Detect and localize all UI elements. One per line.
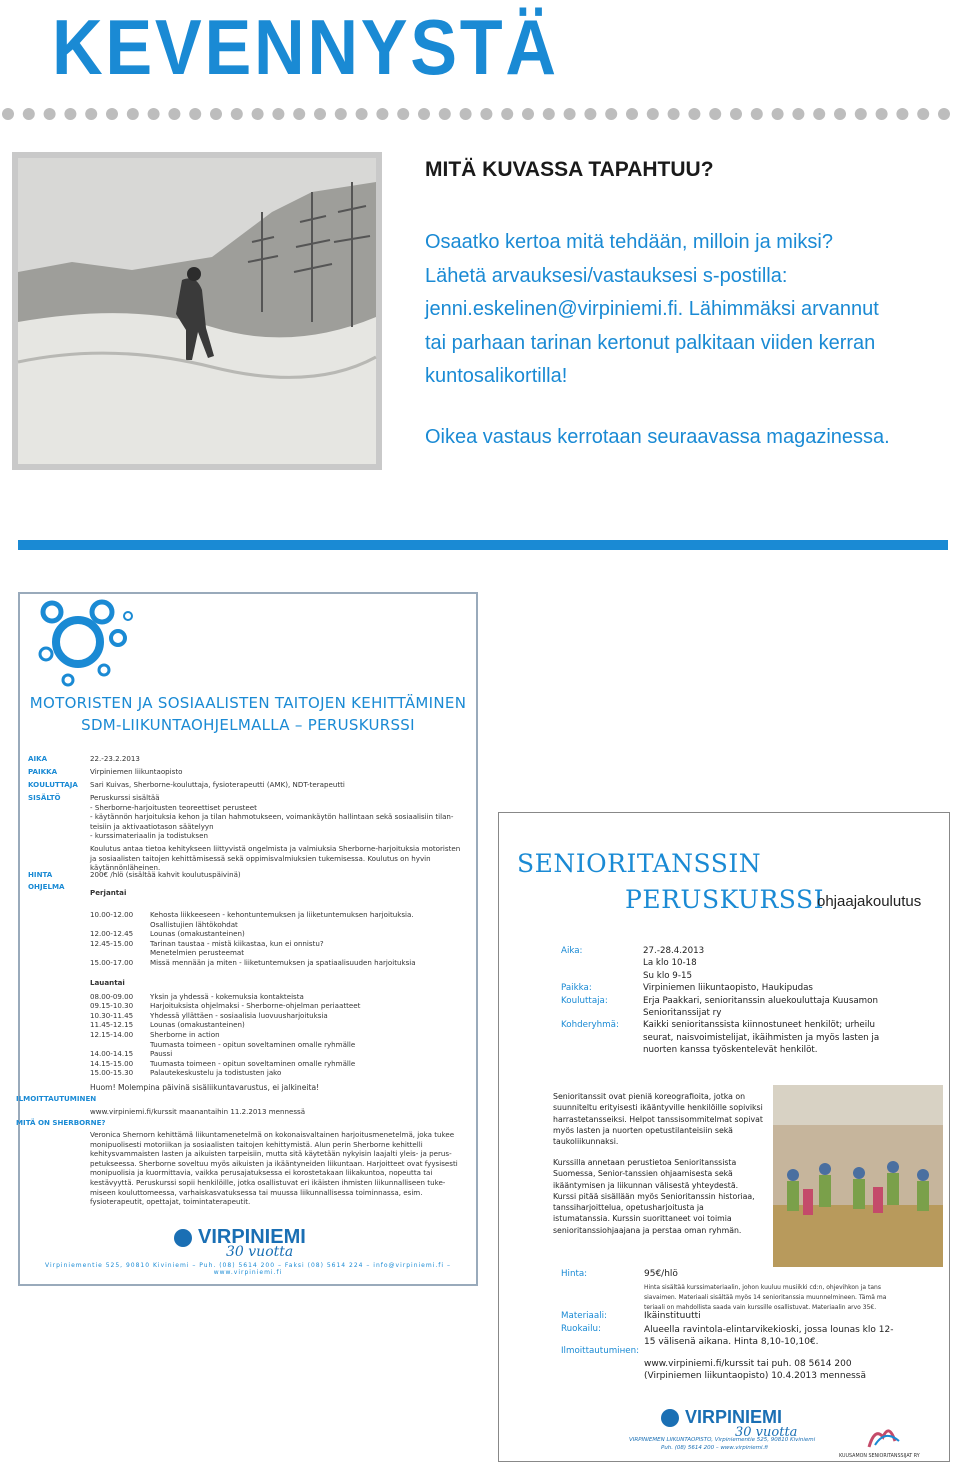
separator-dot [709,108,721,120]
label-sisalto: SISÄLTÖ [28,793,61,802]
label-paikka: PAIKKA [28,767,58,776]
poster-title-line: SENIORITANSSIN [517,849,762,878]
logo-script: 30 vuotta [735,1425,798,1440]
schedule-desc: Harjoituksista ohjelmaksi - Sherborne-ohjelman periaatteet [150,1001,361,1011]
info-value: seurat, naisvoimistelijat, ikäihmisten ja myös lasten ja [643,1032,880,1043]
separator-dot [85,108,97,120]
label-ruokailu: Ruokailu: [561,1324,601,1334]
schedule-row [90,1068,468,1078]
section-divider [18,540,948,550]
quiz-footer: Oikea vastaus kerrotaan seuraavassa magazinessa. [425,426,890,448]
schedule-time: 12.15-14.00 [90,1029,134,1039]
sdm-course-poster [18,592,478,1286]
label-kouluttaja: KOULUTTAJA [28,780,78,789]
separator-dot [376,108,388,120]
schedule-row [90,1011,468,1021]
separator-dot [855,108,867,120]
quiz-line: kuntosalikortilla! [425,365,568,387]
day-saturday: Lauantai [90,977,125,987]
schedule [90,888,468,1078]
info-label: Aika: [561,946,583,956]
sisalto-line: - kurssimateriaalin ja todistuksen [90,831,208,841]
separator-dot [64,108,76,120]
schedule-desc: Osallistujien lähtökohdat [150,919,238,929]
virpiniemi-logo-icon [661,1409,679,1427]
separator-dot [543,108,555,120]
label-hinta: HINTA [28,870,53,879]
separator-dot [772,108,784,120]
info-label: Kouluttaja: [561,995,608,1006]
logo-script: 30 vuotta [226,1244,294,1260]
value-kouluttaja: Sari Kuivas, Sherborne-kouluttaja, fysioterapeutti (AMK), NDT-terapeutti [90,780,345,789]
schedule-time: 15.00-15.30 [90,1068,134,1078]
separator-dot [418,108,430,120]
historical-photo [12,152,382,470]
separator-dot [210,108,222,120]
separator-dot [626,108,638,120]
separator-dot [605,108,617,120]
poster-footer: Virpiniementie 525, 90810 Kiviniemi – Puh. (08) 5614 200 – Faksi (08) 5614 224 – info@virpiniemi.fi – www.virpiniemi.fi [45,1262,451,1276]
separator-dot [44,108,56,120]
separator-dot [397,108,409,120]
value-materiaali: Ikäinstituutti [644,1311,701,1321]
label-ilmoittautuminen: ILMOITTAUTUMINEN [16,1094,97,1103]
label-materiaali: Materiaali: [561,1311,607,1321]
separator-dot [813,108,825,120]
separator-dot [106,108,118,120]
footer-line: Puh. (08) 5614 200 – www.virpiniemi.fi [661,1445,768,1451]
separator-dot [647,108,659,120]
schedule-row [90,1040,468,1050]
poster-title-line: MOTORISTEN JA SOSIAALISTEN TAITOJEN KEHITTÄMINEN [29,694,467,712]
info-value: Kaikki senioritanssista kiinnostuneet henkilöt; urheilu [643,1020,876,1031]
value-ruokailu: Alueella ravintola-elintarvikekioski, jossa lounas klo 12-15 välisenä aikana. Hinta 8,10-10,10€. [644,1325,894,1347]
separator-dot [460,108,472,120]
schedule-time: 14.15-15.00 [90,1058,134,1068]
quiz-line: jenni.eskelinen@virpiniemi.fi. Lähimmäksi arvannut [425,298,879,320]
value-ilmoittautuminen: www.virpiniemi.fi/kurssit maanantaihin 11.2.2013 mennessä [90,1107,306,1116]
intro-paragraph: Senioritanssit ovat pieniä koreografioita, jotka on suunniteltu erityisesti ikääntyville henkilöille sopiviksi harrastetansseiksi. Helpot tanssisommitelmat sopivat myös lasten ja nuorten opetustilanteisiin sekä taukoliikunnaksi. [553,1092,763,1147]
info-value: Senioritanssijat ry [643,1008,722,1018]
quiz-line: Osaatko kertoa mitä tehdään, milloin ja miksi? [425,231,833,253]
label-hinta: Hinta: [561,1269,588,1279]
schedule-row [90,1030,468,1040]
separator-dot [356,108,368,120]
schedule-desc: Paussi [150,1049,173,1059]
sisalto-line: Peruskurssi sisältää [90,793,160,802]
schedule-row [90,1001,468,1011]
info-value: Erja Paakkari, senioritanssin aluekouluttaja Kuusamon [643,995,878,1006]
poster-title-line: SDM-LIIKUNTAOHJELMALLA – PERUSKURSSI [81,716,415,734]
separator-dot [439,108,451,120]
schedule-time: 12.45-15.00 [90,938,134,948]
separator-dot [688,108,700,120]
logo-text: VIRPINIEMI [198,1226,306,1248]
huom-note: Huom! Molempina päivinä sisäliikuntavarustus, ei jalkineita! [90,1083,320,1092]
schedule-desc: Tarinan taustaa - mistä kiikastaa, kun ei onnistu? [150,938,324,948]
separator-dot [938,108,950,120]
sisalto-paragraph: Koulutus antaa tietoa kehitykseen liittyvistä ongelmista ja valmiuksia Sherborne-harjoituksia motoristen ja sosiaalisten taitojen kehittämisessä sekä oppimisvalmiuksien tukemisessa. Koulutus on hyvin käytännönläheinen. [90,843,461,873]
separator-dot [168,108,180,120]
quiz-body [425,226,945,394]
info-value: 27.-28.4.2013 [643,946,705,956]
hinta-note: Hinta sisältää kurssimateriaalin, johon kuuluu musiikki cd:n, ohjevihkon ja tans siavaimen. Materiaali sisältää myös 14 senioritanssia muunnelmineen. Tämä ma teriaali on mahdollista saada vain kurssille osallistuvat. Materiaalin arvo 35€. [644,1284,887,1311]
poster-title [20,692,476,736]
schedule-row [90,929,468,939]
info-value: nuorten kanssa työskentelevät henkilöt. [643,1045,818,1056]
schedule-desc: Palautekeskustelu ja todistusten jako [150,1068,282,1078]
value-hinta: 200€ /hlö (sisältää kahvit koulutuspäivinä) [90,870,241,879]
circles-logo-icon [32,598,142,692]
schedule-desc: Yksin ja yhdessä - kokemuksia kontakteista [150,991,304,1001]
schedule-row [90,1020,468,1030]
schedule-desc: Lounas (omakustanteinen) [150,929,245,939]
separator-dot [834,108,846,120]
separator-dot [148,108,160,120]
sherborne-text: Veronica Shernorn kehittämä liikuntamenetelmä on kokonaisvaltainen harjoitusmenetelmä, joka tukee monipuolisesti motoriikan ja sosiaalisten taitojen kehittymistä. Alun perin Sherborne kehittelli kehitysvammaisten lasten ja aikuisten tarpeisiin, mutta sitä käytetään nykyisin laajalti yleis- ja perus-petukseessa. Sherborne soveltuu myös aikuisten ja ikääntyneiden liikuntaan. Harjoitteet ovat fyysisesti monipuolisia ja kuormittavia, vaikka perusajatuksessa ei korostetakaan liikakuntoa, nopeutta tai kestävyyttä. Peruskurssi sopii henkilöille, jotka osallistuvat eri ikäisten ihmisten liikunnalliseen tuke-miseen kouluttomeessa, varhaiskasvatuksessa tai muussa liikunnallisessa toiminnassa, esim. fysioterapeutit, opettajat, toimintaterapeutit. [90,1130,458,1207]
info-value: Virpiniemen liikuntaopisto, Haukipudas [643,983,813,994]
separator-dot [584,108,596,120]
quiz-heading: MITÄ KUVASSA TAPAHTUU? [425,158,714,181]
schedule-row [90,992,468,1002]
footer-line: VIRPINIEMEN LIIKUNTAOPISTO, Virpiniementie 525, 90810 Kiviniemi [629,1437,816,1443]
separator-dot [730,108,742,120]
schedule-time: 10.30-11.45 [90,1010,134,1020]
schedule-desc: Tuumasta toimeen - opitun soveltaminen omalle ryhmälle [150,1039,356,1049]
separator-dot [564,108,576,120]
schedule-desc: Kehosta liikkeeseen - kehontuntemuksen ja liiketuntemuksen harjoituksia. [150,910,414,919]
separator-dot [751,108,763,120]
schedule-time: 09.15-10.30 [90,1001,134,1011]
schedule-time: 11.45-12.15 [90,1020,134,1030]
schedule-desc: Missä mennään ja miten - liiketuntemuksen ja spatiaalisuuden harjoituksia [150,957,416,967]
info-label: Paikka: [561,983,592,994]
dancers-photo [773,1085,943,1267]
separator-dot [896,108,908,120]
separator-dot [501,108,513,120]
value-sisalto [90,793,468,873]
info-value: Su klo 9-15 [643,970,693,981]
separator-dot [480,108,492,120]
schedule-row [90,910,468,920]
separator-dot [335,108,347,120]
senior-dance-poster [498,812,950,1462]
separator-dot [23,108,35,120]
schedule-saturday [90,992,468,1078]
schedule-desc: Tuumasta toimeen - opitun soveltaminen omalle ryhmälle [150,1058,356,1068]
label-sherborne: MITÄ ON SHERBORNE? [16,1118,106,1127]
label-ilmoittautuminen: Ilmoittautumінen: [561,1346,640,1356]
schedule-desc: Yhdessä yllättäen - sosiaalisia luovuusharjoituksia [150,1010,328,1020]
snowy-hill-image [12,152,382,470]
sisalto-line: teisiin ja aktivaatiotason säätelyyn [90,821,214,831]
separator-dot [231,108,243,120]
page-title: KEVENNYSTÄ [52,3,559,91]
schedule-time: 12.00-12.45 [90,929,134,939]
separator-dot [668,108,680,120]
schedule-time: 15.00-17.00 [90,957,134,967]
value-aika: 22.-23.2.2013 [90,754,140,763]
badge-text: KUUSAMON SENIORITANSSIJAT RY [839,1454,920,1459]
info-value: La klo 10-18 [643,958,697,969]
separator-dot [272,108,284,120]
dancers-badge-icon [855,1421,913,1453]
separator-dot [293,108,305,120]
separator-dot [876,108,888,120]
value-hinta: 95€/hlö [644,1269,678,1279]
dotted-separator [0,104,960,124]
quiz-line: Lähetä arvauksesi/vastauksesi s-postilla: [425,264,788,287]
separator-dot [522,108,534,120]
logo-text: VIRPINIEMI [685,1407,783,1427]
separator-dot [917,108,929,120]
value-ilmoittautuminen: www.virpiniemi.fi/kurssit tai puh. 08 5614 200 (Virpiniemen liikuntaopisto) 10.4.2013 mennessä [644,1359,867,1381]
schedule-row [90,1059,468,1069]
schedule-row [90,958,468,968]
separator-dot [2,108,14,120]
course-paragraph: Kurssilla annetaan perustietoa Senioritanssista Suomessa, Senior-tanssien ohjaamisesta sekä ikääntymisen ja liikunnan välisestä yhteydestä. Kurssi pitää sisällään myös Senioritanssin historiaa, tanssiharjoitteluа, opetusharjoitusta ja istumatanssia. Kurssin suorittaneet voi toimia senioritanssiohjaajana ja perstaa oman ryhmän. [553,1158,755,1235]
sisalto-line: - käytännön harjoituksia kehon ja tilan hahmotukseen, voimankäytön hallintaan sekä sosiaalisiin tilan- [90,812,454,822]
schedule-desc: Lounas (omakustanteinen) [150,1020,245,1030]
schedule-desc: Sherborne in action [150,1029,220,1039]
label-ohjelma: OHJELMA [28,882,65,891]
separator-dot [127,108,139,120]
separator-dot [252,108,264,120]
virpiniemi-logo-icon [174,1229,192,1247]
schedule-time: 08.00-09.00 [90,991,134,1001]
schedule-row [90,920,468,930]
schedule-desc: Menetelmien perusteemat [150,948,244,958]
value-paikka: Virpiniemen liikuntaopisto [90,767,183,776]
schedule-time: 10.00-12.00 [90,910,134,919]
schedule-row [90,948,468,958]
sisalto-line: - Sherborne-harjoitusten teoreettiset perusteet [90,802,257,812]
schedule-row [90,1049,468,1059]
label-aika: AIKA [28,754,48,763]
separator-dot [792,108,804,120]
schedule-friday [90,910,468,968]
poster-subtitle: ohjaajakoulutus [817,893,922,910]
quiz-line: tai parhaan tarinan kertonut palkitaan viiden kerran [425,331,876,354]
poster-title-line: PERUSKURSSI [625,885,824,914]
schedule-time: 14.00-14.15 [90,1049,134,1059]
info-label: Kohderyhmä: [561,1020,619,1031]
separator-dot [189,108,201,120]
day-friday: Perjantai [90,888,127,897]
schedule-row [90,939,468,949]
separator-dot [314,108,326,120]
